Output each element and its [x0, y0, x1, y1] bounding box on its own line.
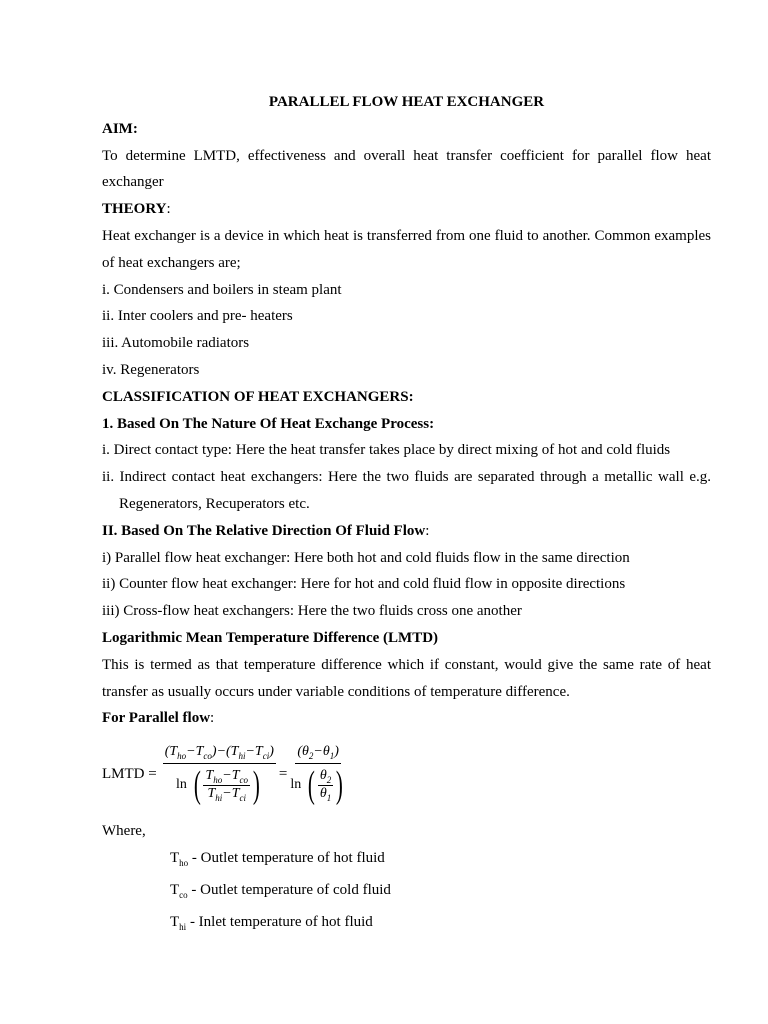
lmtd-text: This is termed as that temperature difference which if constant, would give the same rate of heat transfer as usually occurs under variable conditions of temperature difference. — [102, 656, 711, 700]
aim-heading: AIM: — [102, 120, 138, 137]
example-item: iv. Regenerators — [102, 361, 200, 378]
page-title: PARALLEL FLOW HEAT EXCHANGER — [268, 94, 545, 110]
section1-heading: 1. Based On The Nature Of Heat Exchange Process: — [102, 415, 435, 432]
formula-denominator-2: ln ( $\frac{\theta_2}{\theta_1}$ ) — [290, 764, 344, 807]
where-label: Where, — [102, 823, 146, 840]
aim-text: To determine LMTD, effectiveness and overall heat transfer coefficient for parallel flow heat exchanger — [102, 147, 711, 191]
definition-item: $T_{ho}$ - Outlet temperature of hot fluid — [170, 849, 385, 868]
formula-lhs: LMTD = — [102, 765, 157, 782]
definition-item: $T_{co}$ - Outlet temperature of cold fluid — [170, 881, 391, 900]
section2-item: ii) Counter flow heat exchanger: Here for hot and cold fluid flow in opposite directions — [102, 576, 626, 593]
formula-fraction-2 — [290, 744, 346, 807]
section2-colon: : — [425, 522, 430, 539]
example-item: iii. Automobile radiators — [102, 335, 250, 352]
parallel-colon: : — [210, 710, 215, 727]
definitions-list — [102, 845, 711, 940]
parallel-heading: For Parallel flow — [102, 710, 211, 727]
section2-heading-line — [102, 518, 711, 545]
example-item: ii. Inter coolers and pre- heaters — [102, 308, 293, 325]
example-item: i. Condensers and boilers in steam plant — [102, 281, 342, 298]
parallel-heading-line — [102, 705, 711, 732]
definition-item: $T_{hi}$ - Inlet temperature of hot fluid — [170, 913, 373, 932]
theory-heading-line — [102, 196, 711, 223]
formula-denominator-1: ln ( $\frac{T_{ho}-T_{co}}{T_{hi}-T_{ci}}$ ) — [175, 764, 260, 807]
classification-heading: CLASSIFICATION OF HEAT EXCHANGERS: — [102, 388, 414, 405]
section1-item: ii. Indirect contact heat exchangers: Here the two fluids are separated through a metallic wall e.g. Regenerators, Recuperators etc. — [102, 469, 711, 512]
formula-fraction-1 — [163, 744, 276, 807]
formula-equals: = — [278, 765, 288, 782]
lmtd-formula — [102, 734, 711, 814]
formula-numerator-2: $(\theta_2-\theta_1)$ — [295, 744, 341, 764]
section2-item: i) Parallel flow heat exchanger: Here both hot and cold fluids flow in the same direction — [102, 549, 630, 566]
formula-numerator-1: $(T_{ho}-T_{co})-(T_{hi}-T_{ci})$ — [163, 744, 276, 764]
section2-heading: II. Based On The Relative Direction Of Fluid Flow — [102, 522, 426, 539]
lmtd-heading: Logarithmic Mean Temperature Difference (LMTD) — [102, 629, 439, 646]
theory-colon: : — [166, 201, 171, 218]
section2-item: iii) Cross-flow heat exchangers: Here the two fluids cross one another — [102, 603, 522, 620]
theory-text: Heat exchanger is a device in which heat is transferred from one fluid to another. Common examples of heat exchangers are; — [102, 227, 711, 271]
section1-item: i. Direct contact type: Here the heat transfer takes place by direct mixing of hot and cold fluids — [102, 442, 671, 459]
theory-heading: THEORY — [102, 201, 167, 218]
